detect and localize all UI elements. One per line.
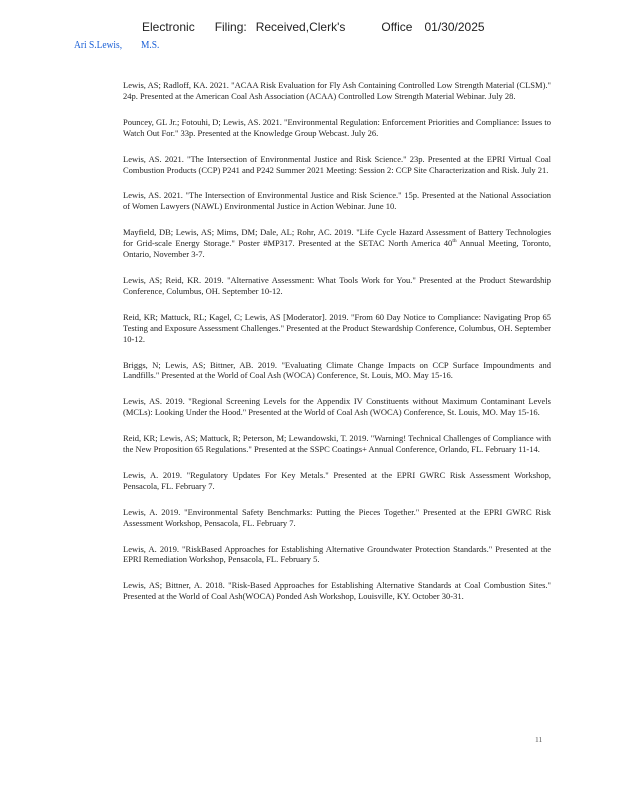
- reference-item-mayfield: [123, 227, 551, 260]
- ordinal-suffix: th: [452, 238, 457, 245]
- reference-item: Lewis, AS. 2021. "The Intersection of Environmental Justice and Risk Science." 23p. Presented at the EPRI Virtual Coal Combustion Products (CCP) P241 and P242 Summer 2021 Meeting: Session 2: CCP Site Characterization and Risk. July 21.: [123, 153, 551, 175]
- reference-item: Lewis, A. 2019. "RiskBased Approaches for Establishing Alternative Groundwater Protection Standards." Presented at the EPRI Remediation Workshop, Pensacola, FL. February 5.: [123, 543, 551, 565]
- reference-text: Mayfield, DB; Lewis, AS; Mims, DM; Dale, AL; Rohr, AC. 2019. "Life Cycle Hazard Assessment of Battery Technologies for Grid-scale Energy Storage." Poster #MP317. Presented at the SETAC North America 40: [123, 227, 551, 249]
- header-office: Office: [381, 20, 413, 34]
- header-electronic: Electronic: [142, 20, 195, 34]
- header-filing: Filing:: [214, 20, 247, 34]
- reference-item: Lewis, AS; Reid, KR. 2019. "Alternative Assessment: What Tools Work for You." Presented at the Product Stewardship Conference, Columbus, OH. September 10-12.: [123, 274, 551, 296]
- electronic-filing-header: [142, 20, 485, 34]
- reference-item: Lewis, AS. 2021. "The Intersection of Environmental Justice and Risk Science." 15p. Presented at the National Association of Women Lawyers (NAWL) Environmental Justice in Action Webinar. June 10.: [123, 190, 551, 212]
- header-date: 01/30/2025: [424, 20, 485, 34]
- reference-item: Lewis, AS; Radloff, KA. 2021. "ACAA Risk Evaluation for Fly Ash Containing Controlled Low Strength Material (CLSM)." 24p. Presented at the American Coal Ash Association (ACAA) Controlled Low Strength Material Webinar. July 28.: [123, 80, 551, 101]
- reference-item: Lewis, AS; Bittner, A. 2018. "Risk-Based Approaches for Establishing Alternative Standards at Coal Combustion Sites." Presented at the World of Coal Ash(WOCA) Ponded Ash Workshop, Louisville, KY. October 30-31.: [123, 580, 551, 602]
- reference-item: Pouncey, GL Jr.; Fotouhi, D; Lewis, AS. 2021. "Environmental Regulation: Enforcement Priorities and Compliance: Issues to Watch Out For." 33p. Presented at the Knowledge Group Webcast. July 26.: [123, 116, 551, 138]
- reference-list: [123, 80, 551, 617]
- reference-text: Annual Meeting, Toronto, Ontario, November 3-7.: [123, 238, 551, 260]
- author-header: [74, 39, 159, 51]
- reference-item: Reid, KR; Lewis, AS; Mattuck, R; Peterson, M; Lewandowski, T. 2019. "Warning! Technical Challenges of Compliance with the New Proposition 65 Regulations." Presented at the SSPC Coatings+ Annual Conference, Orlando, FL. February 11-14.: [123, 433, 551, 455]
- reference-item: Reid, KR; Mattuck, RL; Kagel, C; Lewis, AS [Moderator]. 2019. "From 60 Day Notice to Compliance: Navigating Prop 65 Testing and Exposure Assessment Challenges." Presented at the Product Stewardship Conference, Columbus, OH. September 10-12.: [123, 311, 551, 344]
- header-received: Received,Clerk's: [255, 20, 346, 34]
- author-degree: M.S.: [141, 39, 160, 51]
- reference-item: Briggs, N; Lewis, AS; Bittner, AB. 2019. "Evaluating Climate Change Impacts on CCP Surface Impoundments and Landfills." Presented at the World of Coal Ash (WOCA) Conference, St. Louis, MO. May 15-16.: [123, 359, 551, 381]
- author-name: Ari S.Lewis,: [74, 39, 123, 51]
- reference-item: Lewis, AS. 2019. "Regional Screening Levels for the Appendix IV Constituents without Maximum Contaminant Levels (MCLs): Looking Under the Hood." Presented at the World of Coal Ash (WOCA) Conference, St. Louis, MO. May 15-16.: [123, 396, 551, 418]
- page-number: 11: [535, 735, 543, 744]
- reference-item: Lewis, A. 2019. "Environmental Safety Benchmarks: Putting the Pieces Together." Presented at the EPRI GWRC Risk Assessment Workshop, Pensacola, FL. February 7.: [123, 506, 551, 528]
- reference-item: Lewis, A. 2019. "Regulatory Updates For Key Metals." Presented at the EPRI GWRC Risk Assessment Workshop, Pensacola, FL. February 7.: [123, 469, 551, 491]
